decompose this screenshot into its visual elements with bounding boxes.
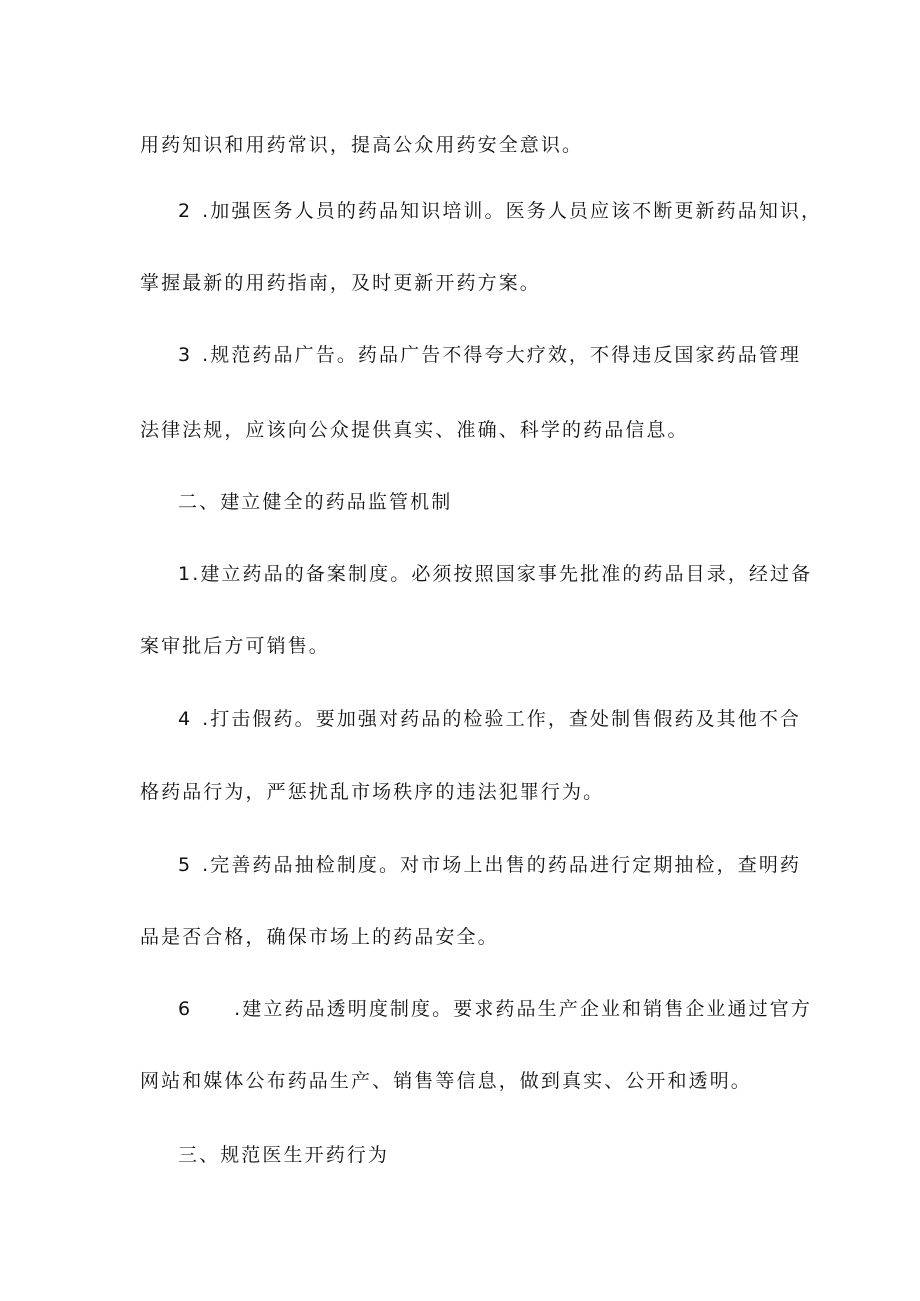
paragraph-line: 法律法规，应该向公众提供真实、准确、科学的药品信息。 [140, 419, 689, 441]
paragraph-line: 网站和媒体公布药品生产、销售等信息，做到真实、公开和透明。 [140, 1070, 752, 1092]
section-heading: 二、建立健全的药品监管机制 [178, 491, 453, 513]
item-number: 2 [178, 200, 191, 222]
numbered-item-line [178, 707, 801, 731]
item-number: 4 [178, 708, 191, 730]
numbered-item-line [178, 997, 812, 1021]
paragraph-line: 案审批后方可销售。 [140, 635, 330, 657]
item-text: .规范药品广告。药品广告不得夸大疗效，不得违反国家药品管理 [202, 344, 802, 366]
paragraph-line: 格药品行为，严惩扰乱市场秩序的违法犯罪行为。 [140, 781, 605, 803]
section-heading: 三、规范医生开药行为 [178, 1144, 390, 1166]
paragraph-line: 掌握最新的用药指南，及时更新开药方案。 [140, 272, 541, 294]
item-text: .完善药品抽检制度。对市场上出售的药品进行定期抽检，查明药 [202, 854, 802, 876]
numbered-item-line [178, 199, 822, 223]
item-number: 5 [178, 854, 191, 876]
paragraph-line: 用药知识和用药常识，提高公众用药安全意识。 [140, 134, 584, 156]
item-number: 3 [178, 344, 191, 366]
numbered-item-line [178, 343, 801, 367]
item-text: .打击假药。要加强对药品的检验工作，查处制售假药及其他不合 [202, 708, 802, 730]
item-text: .建立药品透明度制度。要求药品生产企业和销售企业通过官方 [234, 998, 812, 1020]
item-text: .加强医务人员的药品知识培训。医务人员应该不断更新药品知识， [202, 200, 823, 222]
numbered-item-line [178, 853, 801, 877]
paragraph-line: 品是否合格，确保市场上的药品安全。 [140, 926, 499, 948]
item-number: 6 [178, 998, 191, 1020]
paragraph-line: 1.建立药品的备案制度。必须按照国家事先批准的药品目录，经过备 [178, 563, 813, 585]
